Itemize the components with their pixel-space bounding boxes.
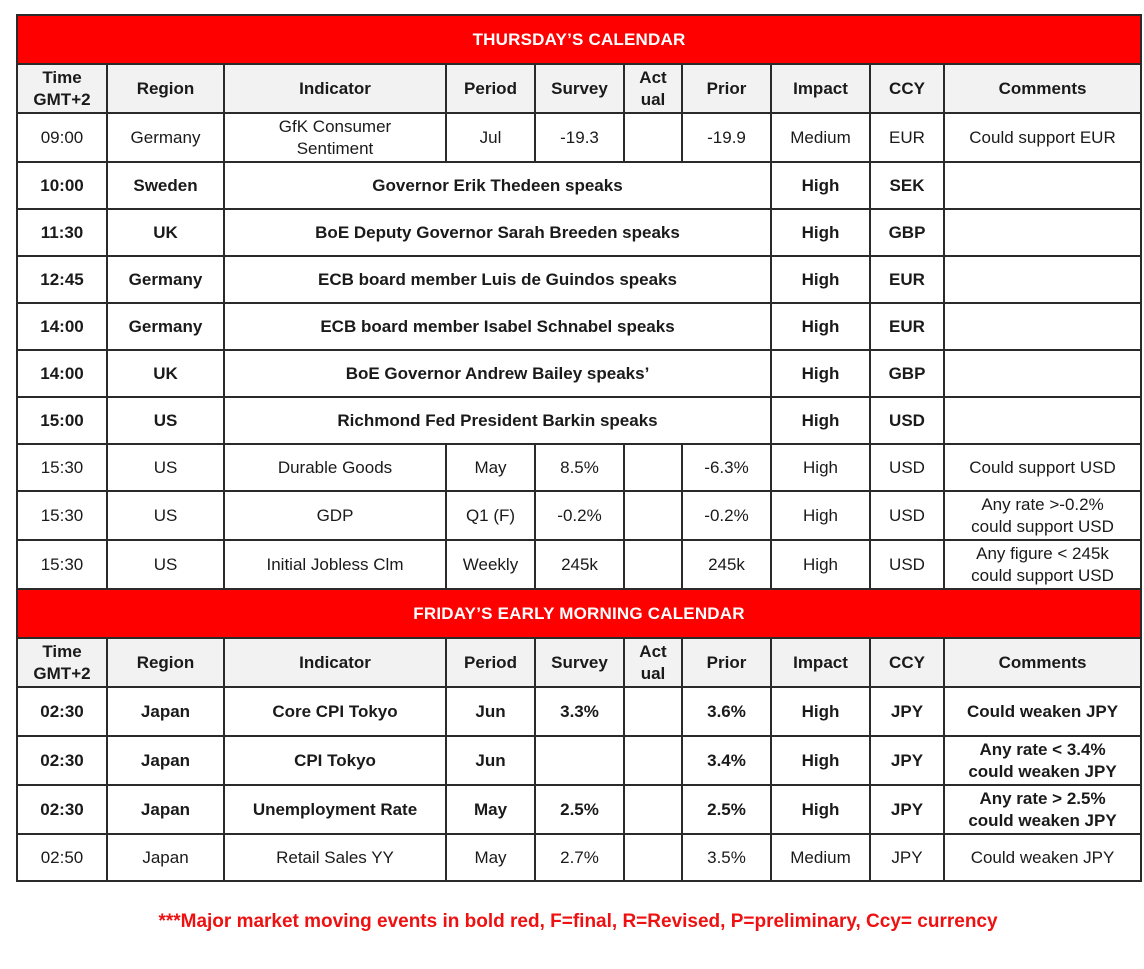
cell-comments: Any rate >-0.2% could support USD bbox=[944, 491, 1141, 540]
col-header-time: Time GMT+2 bbox=[17, 64, 107, 113]
cell-indicator: Durable Goods bbox=[224, 444, 446, 491]
cell-survey: -19.3 bbox=[535, 113, 624, 162]
thursday-section bbox=[17, 15, 1141, 589]
cell-region: US bbox=[107, 444, 224, 491]
col-header-indicator: Indicator bbox=[224, 64, 446, 113]
table-row bbox=[17, 350, 1141, 397]
cell-ccy: JPY bbox=[870, 736, 944, 785]
cell-region: Japan bbox=[107, 687, 224, 736]
cell-actual bbox=[624, 736, 682, 785]
cell-survey: -0.2% bbox=[535, 491, 624, 540]
cell-impact: Medium bbox=[771, 113, 870, 162]
cell-actual bbox=[624, 540, 682, 589]
cell-prior: 3.6% bbox=[682, 687, 771, 736]
cell-ccy: JPY bbox=[870, 785, 944, 834]
cell-period: Jul bbox=[446, 113, 535, 162]
cell-survey: 2.5% bbox=[535, 785, 624, 834]
cell-time: 15:30 bbox=[17, 491, 107, 540]
cell-indicator: CPI Tokyo bbox=[224, 736, 446, 785]
footnote-legend: ***Major market moving events in bold red, F=final, R=Revised, P=preliminary, Ccy= currency bbox=[158, 911, 998, 932]
table-row bbox=[17, 736, 1141, 785]
cell-event: BoE Deputy Governor Sarah Breeden speaks bbox=[224, 209, 771, 256]
cell-time: 02:30 bbox=[17, 687, 107, 736]
cell-prior: 2.5% bbox=[682, 785, 771, 834]
table-row bbox=[17, 785, 1141, 834]
cell-survey: 2.7% bbox=[535, 834, 624, 881]
cell-impact: High bbox=[771, 736, 870, 785]
friday-title: FRIDAY’S EARLY MORNING CALENDAR bbox=[17, 589, 1141, 638]
cell-event: BoE Governor Andrew Bailey speaks’ bbox=[224, 350, 771, 397]
cell-indicator: Core CPI Tokyo bbox=[224, 687, 446, 736]
cell-region: Japan bbox=[107, 785, 224, 834]
col-header-actual: Act ual bbox=[624, 638, 682, 687]
cell-prior: 3.4% bbox=[682, 736, 771, 785]
cell-survey: 3.3% bbox=[535, 687, 624, 736]
cell-indicator: GDP bbox=[224, 491, 446, 540]
cell-event: ECB board member Luis de Guindos speaks bbox=[224, 256, 771, 303]
table-row bbox=[17, 397, 1141, 444]
col-header-ccy: CCY bbox=[870, 64, 944, 113]
cell-impact: High bbox=[771, 491, 870, 540]
table-row bbox=[17, 491, 1141, 540]
thursday-column-headers bbox=[17, 64, 1141, 113]
thursday-title: THURSDAY’S CALENDAR bbox=[17, 15, 1141, 64]
cell-comments bbox=[944, 350, 1141, 397]
cell-ccy: GBP bbox=[870, 350, 944, 397]
cell-ccy: EUR bbox=[870, 256, 944, 303]
cell-comments bbox=[944, 303, 1141, 350]
cell-period: Q1 (F) bbox=[446, 491, 535, 540]
indicator-text: Initial Jobless Clm bbox=[266, 554, 404, 574]
cell-actual bbox=[624, 834, 682, 881]
economic-calendar-table bbox=[16, 14, 1142, 882]
cell-time: 09:00 bbox=[17, 113, 107, 162]
cell-ccy: EUR bbox=[870, 303, 944, 350]
cell-prior: -0.2% bbox=[682, 491, 771, 540]
cell-period: Weekly bbox=[446, 540, 535, 589]
table-row bbox=[17, 113, 1141, 162]
cell-actual bbox=[624, 491, 682, 540]
col-header-region: Region bbox=[107, 64, 224, 113]
cell-ccy: SEK bbox=[870, 162, 944, 209]
event-text: Governor Erik Thedeen speaks bbox=[372, 175, 623, 195]
cell-ccy: USD bbox=[870, 540, 944, 589]
cell-event: Richmond Fed President Barkin speaks bbox=[224, 397, 771, 444]
cell-period: Jun bbox=[446, 736, 535, 785]
col-header-comments: Comments bbox=[944, 638, 1141, 687]
cell-impact: High bbox=[771, 687, 870, 736]
cell-region: Sweden bbox=[107, 162, 224, 209]
cell-time: 11:30 bbox=[17, 209, 107, 256]
cell-prior: 3.5% bbox=[682, 834, 771, 881]
cell-region: Germany bbox=[107, 303, 224, 350]
cell-period: May bbox=[446, 785, 535, 834]
col-header-ccy: CCY bbox=[870, 638, 944, 687]
cell-region: US bbox=[107, 491, 224, 540]
col-header-region: Region bbox=[107, 638, 224, 687]
cell-prior: -19.9 bbox=[682, 113, 771, 162]
cell-impact: High bbox=[771, 162, 870, 209]
cell-time: 02:30 bbox=[17, 736, 107, 785]
table-row bbox=[17, 444, 1141, 491]
cell-actual bbox=[624, 113, 682, 162]
col-header-impact: Impact bbox=[771, 64, 870, 113]
cell-period: Jun bbox=[446, 687, 535, 736]
cell-comments bbox=[944, 162, 1141, 209]
calendar-document bbox=[16, 14, 1140, 882]
col-header-prior: Prior bbox=[682, 638, 771, 687]
cell-impact: High bbox=[771, 785, 870, 834]
cell-event bbox=[224, 162, 771, 209]
col-header-period: Period bbox=[446, 64, 535, 113]
friday-section bbox=[17, 589, 1141, 881]
table-row bbox=[17, 209, 1141, 256]
cell-comments bbox=[944, 209, 1141, 256]
cell-impact: High bbox=[771, 444, 870, 491]
cell-time: 14:00 bbox=[17, 350, 107, 397]
cell-comments: Could support EUR bbox=[944, 113, 1141, 162]
col-header-prior: Prior bbox=[682, 64, 771, 113]
cell-comments: Any figure < 245k could support USD bbox=[944, 540, 1141, 589]
col-header-time: Time GMT+2 bbox=[17, 638, 107, 687]
cell-time: 14:00 bbox=[17, 303, 107, 350]
cell-impact: High bbox=[771, 256, 870, 303]
cell-event: ECB board member Isabel Schnabel speaks bbox=[224, 303, 771, 350]
cell-impact: High bbox=[771, 350, 870, 397]
cell-impact: High bbox=[771, 303, 870, 350]
cell-ccy: USD bbox=[870, 491, 944, 540]
cell-time: 10:00 bbox=[17, 162, 107, 209]
cell-region: US bbox=[107, 397, 224, 444]
cell-comments: Could support USD bbox=[944, 444, 1141, 491]
cell-region: US bbox=[107, 540, 224, 589]
cell-prior: -6.3% bbox=[682, 444, 771, 491]
cell-comments bbox=[944, 256, 1141, 303]
cell-survey: 245k bbox=[535, 540, 624, 589]
cell-period: May bbox=[446, 834, 535, 881]
cell-time: 15:30 bbox=[17, 444, 107, 491]
cell-time: 12:45 bbox=[17, 256, 107, 303]
cell-time: 02:30 bbox=[17, 785, 107, 834]
cell-ccy: USD bbox=[870, 444, 944, 491]
col-header-comments: Comments bbox=[944, 64, 1141, 113]
cell-ccy: JPY bbox=[870, 834, 944, 881]
table-row bbox=[17, 256, 1141, 303]
cell-prior: 245k bbox=[682, 540, 771, 589]
col-header-actual: Act ual bbox=[624, 64, 682, 113]
cell-indicator bbox=[224, 540, 446, 589]
cell-ccy: GBP bbox=[870, 209, 944, 256]
cell-impact: High bbox=[771, 540, 870, 589]
cell-survey bbox=[535, 736, 624, 785]
cell-region: UK bbox=[107, 350, 224, 397]
cell-region: Japan bbox=[107, 736, 224, 785]
cell-actual bbox=[624, 785, 682, 834]
cell-impact: High bbox=[771, 397, 870, 444]
table-row bbox=[17, 162, 1141, 209]
cell-comments: Could weaken JPY bbox=[944, 687, 1141, 736]
cell-impact: High bbox=[771, 209, 870, 256]
cell-region: Germany bbox=[107, 256, 224, 303]
table-row bbox=[17, 834, 1141, 881]
col-header-survey: Survey bbox=[535, 638, 624, 687]
cell-actual bbox=[624, 687, 682, 736]
col-header-impact: Impact bbox=[771, 638, 870, 687]
cell-ccy: JPY bbox=[870, 687, 944, 736]
cell-region: Japan bbox=[107, 834, 224, 881]
cell-time: 02:50 bbox=[17, 834, 107, 881]
cell-region: Germany bbox=[107, 113, 224, 162]
cell-comments: Could weaken JPY bbox=[944, 834, 1141, 881]
friday-column-headers bbox=[17, 638, 1141, 687]
cell-impact: Medium bbox=[771, 834, 870, 881]
cell-region: UK bbox=[107, 209, 224, 256]
cell-survey: 8.5% bbox=[535, 444, 624, 491]
cell-comments: Any rate < 3.4% could weaken JPY bbox=[944, 736, 1141, 785]
cell-indicator: Retail Sales YY bbox=[224, 834, 446, 881]
table-row bbox=[17, 540, 1141, 589]
table-row bbox=[17, 303, 1141, 350]
table-row bbox=[17, 687, 1141, 736]
cell-time: 15:00 bbox=[17, 397, 107, 444]
cell-comments: Any rate > 2.5% could weaken JPY bbox=[944, 785, 1141, 834]
friday-title-row bbox=[17, 589, 1141, 638]
cell-time: 15:30 bbox=[17, 540, 107, 589]
cell-indicator: Unemployment Rate bbox=[224, 785, 446, 834]
cell-actual bbox=[624, 444, 682, 491]
col-header-survey: Survey bbox=[535, 64, 624, 113]
col-header-period: Period bbox=[446, 638, 535, 687]
thursday-title-row bbox=[17, 15, 1141, 64]
col-header-indicator: Indicator bbox=[224, 638, 446, 687]
cell-ccy: USD bbox=[870, 397, 944, 444]
cell-period: May bbox=[446, 444, 535, 491]
cell-ccy: EUR bbox=[870, 113, 944, 162]
cell-comments bbox=[944, 397, 1141, 444]
cell-indicator: GfK Consumer Sentiment bbox=[224, 113, 446, 162]
